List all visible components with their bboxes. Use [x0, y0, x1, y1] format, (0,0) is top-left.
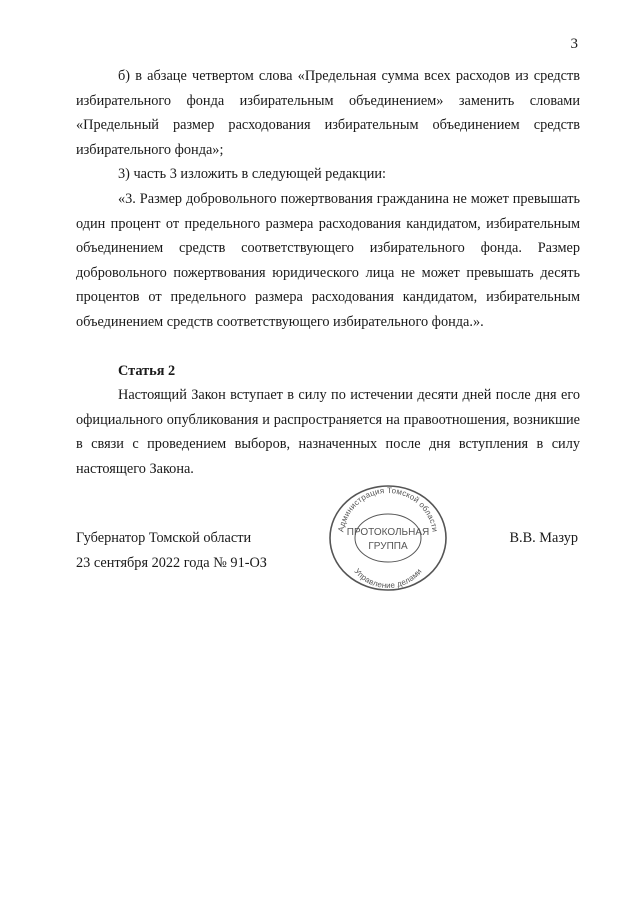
protocol-group-stamp [326, 483, 450, 593]
svg-text:Администрация Томской области [336, 486, 439, 533]
paragraph-amendment-b: б) в абзаце четвертом слова «Предельная сумма всех расходов из средств избирательного фонда избирательным объединением» заменить словами «Предельный размер расходования избирательным объединением средств избирательного фонда»; [76, 68, 580, 158]
signature-position: Губернатор Томской области [76, 530, 252, 546]
document-body [76, 64, 580, 482]
article-heading: Статья 2 [118, 362, 176, 379]
law-date-number: 23 сентября 2022 года № 91-ОЗ [76, 555, 267, 571]
spacer [76, 335, 580, 359]
paragraph-part-3-intro: 3) часть 3 изложить в следующей редакции: [118, 166, 386, 183]
stamp-bottom-arc: Управление делами [352, 566, 424, 591]
page-number: 3 [570, 36, 578, 52]
article-text: Настоящий Закон вступает в силу по истечении десяти дней после дня его официального опубликования и распространяется на правоотношения, возникшие в связи с проведением выборов, назначенных после дня вступления в силу настоящего Закона. [76, 387, 580, 477]
stamp-line-1: ПРОТОКОЛЬНАЯ [346, 527, 430, 538]
signatory-name: В.В. Мазур [509, 530, 578, 546]
paragraph-part-3-text: «3. Размер добровольного пожертвования гражданина не может превышать один процент от предельного размера расходования кандидатом, избирательным объединением средств соответствующего избирательного фонда. Размер добровольного пожертвования юридического лица не может превышать десять процентов от предельного размера расходования кандидатом, избирательным объединением средств соответствующего избирательного фонда.». [76, 190, 580, 330]
svg-text:Управление делами [352, 567, 423, 590]
stamp-top-arc: Администрация Томской области [336, 485, 440, 533]
stamp-line-2: ГРУППА [368, 541, 408, 552]
